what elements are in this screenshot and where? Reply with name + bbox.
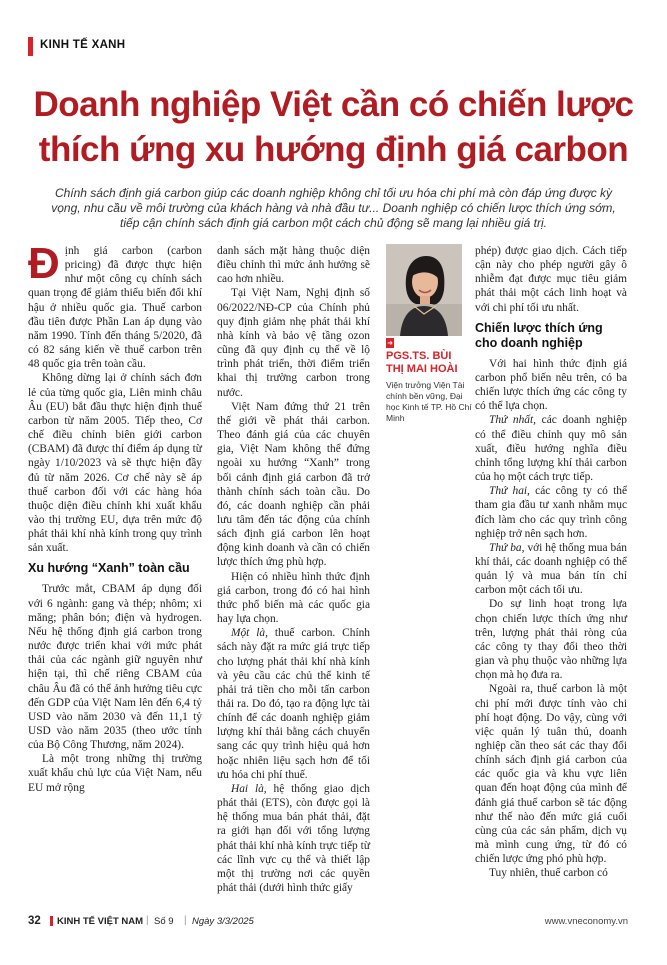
article-column-3: [475, 244, 627, 881]
section-label-text: KINH TẾ XANH: [40, 39, 126, 51]
subheading: Chiến lược thích ứng cho doanh nghiệp: [475, 320, 603, 350]
paragraph: Do sự linh hoạt trong lựa chọn chiến lược thích ứng như trên, lượng phát thải ròng của các công ty thay đổi theo thời gian và phụ thuộc vào những lựa chọn mà họ đưa ra.: [475, 598, 627, 682]
paragraph: danh sách mặt hàng thuộc diện điều chỉnh thì mức ảnh hưởng sẽ cao hơn nhiều.: [217, 245, 370, 286]
lead-paragraph: Chính sách định giá carbon giúp các doanh nghiệp không chỉ tối ưu hóa chi phí mà còn đáp ứng được kỳ vọng, nhu cầu về môi trường của khách hàng và nhà đầu tư... Doanh nghiệp có chiến lược thích ứng sớm, tiếp cận chính sách định giá carbon một cách chủ động sẽ mang lại nhiều giá trị.: [51, 186, 616, 230]
headline: [0, 82, 667, 172]
website-link[interactable]: www.vneconomy.vn: [544, 916, 628, 927]
paragraph: phép) được giao dịch. Cách tiếp cận này cho phép người gây ô nhiễm đạt được mục tiêu giảm phát thải một cách linh hoạt và với chi phí tối ưu nhất.: [475, 245, 627, 314]
paragraph-text: với hệ thống mua bán khí thải, các doanh nghiệp có thể quản lý và mua bán tín chỉ carbon một cách tối ưu.: [475, 541, 627, 597]
article-column-2-top: [217, 244, 370, 895]
article-column-1: [28, 239, 202, 795]
paragraph: Tại Việt Nam, Nghị định số 06/2022/NĐ-CP của Chính phủ quy định giảm nhẹ phát thải khí nhà kính và bảo vệ tầng ozon cũng đã quy định cụ thể về lộ trình phát triển, thời điểm triển khai thị trường carbon trong nước.: [217, 287, 370, 399]
paragraph: Ngoài ra, thuế carbon là một chi phí mới được tính vào chi phí hoạt động. Do vậy, cùng với việc quản lý tuân thủ, doanh nghiệp cần theo sát các thay đổi chính sách định giá carbon của các quốc gia và khu vực liên quan đến hoạt động của mình để đánh giá thuế carbon sẽ tác động như thế nào đến mức giá cuối cùng của các sản phẩm, dịch vụ mà mình cung ứng, từ đó có chiến lược ứng phó phù hợp.: [475, 683, 627, 866]
red-bar-icon: [50, 916, 53, 926]
paragraph: Trước mắt, CBAM áp dụng đối với 6 ngành: gang và thép; nhôm; xi măng; phân bón; điện và hydrogen. Nếu hệ thống định giá carbon trong nước được triển khai với mức phát thải của các ngành giữ nguyên như hiện tại, thì chế riêng CBAM của châu Âu đã có thể ảnh hưởng tiêu cực đến GDP của Việt Nam lên đến 6,4 tỷ USD vào năm 2030 và đến 11,1 tỷ USD vào năm 2035 (theo ước tính của Bộ Công Thương, năm 2024).: [28, 583, 202, 752]
paragraph: Với hai hình thức định giá carbon phổ biến nêu trên, có ba chiến lược thích ứng các công ty có thể lựa chọn.: [475, 357, 627, 413]
separator: |: [184, 915, 187, 926]
issue-date: Ngày 3/3/2025: [192, 916, 254, 927]
page-number: 32: [28, 915, 41, 927]
headline-line-1: Doanh nghiệp Việt cần có chiến lược: [33, 85, 634, 124]
paragraph-text: ịnh giá carbon (carbon pricing) đã được thực hiện như một công cụ chính sách quan trọng để giảm thiểu biến đổi khí hậu ở nhiều quốc gia. Thuế carbon đầu tiên được Phần Lan áp dụng vào năm 1990. Tính đến tháng 5/2020, đã có 82 sáng kiến về thuế carbon trên 48 quốc gia trên toàn cầu.: [28, 245, 202, 371]
paragraph: [217, 626, 370, 782]
paragraph: Việt Nam đứng thứ 21 trên thế giới về phát thải carbon. Theo đánh giá của các chuyên gia, Việt Nam không thể đứng ngoài xu hướng “Xanh” trong bối cảnh định giá carbon đã trở thành chính sách toàn cầu. Do đó, các doanh nghiệp cần phải lưu tâm đến tác động của chính sách định giá carbon lên hoạt động kinh doanh và cần có chiến lược thích ứng phù hợp.: [217, 400, 370, 569]
paragraph-text: các doanh nghiệp có thể điều chỉnh quy mô sản xuất, điều hướng nghĩa điều chỉnh tổng lượng khí thải carbon của họ một cách trực tiếp.: [475, 414, 627, 484]
author-photo: [386, 244, 462, 336]
paragraph: [217, 782, 370, 895]
paragraph: Tuy nhiên, thuế carbon có: [489, 867, 608, 880]
page-footer: [28, 914, 628, 930]
separator: |: [146, 915, 149, 926]
paragraph: Là một trong những thị trường xuất khẩu chủ lực của Việt Nam, nếu EU mở rộng: [28, 753, 202, 794]
emphasis: Thứ hai,: [489, 485, 530, 498]
paragraph: Không dừng lại ở chính sách đơn lẻ của từng quốc gia, Liên minh châu Âu (EU) bắt đầu thực hiện định thuế carbon từ năm 2005. Tiếp theo, Cơ chế điều chỉnh biên giới carbon (CBAM) đã được thí điểm áp dụng từ ngày 1/10/2023 và sẽ thực hiện đầy đủ từ năm 2026. Cơ chế này sẽ áp thuế carbon đối với các hàng hóa thuộc diện điều chỉnh khi xuất khẩu vào thị trường EU, dựa trên mức độ phát thải khí nhà kính trong quy trình sản xuất.: [28, 372, 202, 555]
paragraph-text: thuế carbon. Chính sách này đặt ra mức giá trực tiếp cho lượng phát thải khí nhà kính và yêu cầu các chủ thể kinh tế phải trả tiền cho mỗi tấn carbon thải ra. Do đó, tạo ra động lực tài chính để các doanh nghiệp giảm lượng khí thải bằng cách chuyển sang các quy trình hiệu quả hơn hoặc nhiên liệu sạch hơn để tối ưu hóa chi phí thuế.: [217, 627, 370, 781]
author-role: Viện trưởng Viện Tài chính bền vững, Đại học Kinh tế TP. Hồ Chí Minh: [386, 380, 472, 423]
magazine-name: KINH TẾ VIỆT NAM: [57, 916, 144, 927]
headline-line-2: thích ứng xu hướng định giá carbon: [38, 130, 629, 169]
paragraph-text: các công ty có thể tham gia đầu tư xanh nhằm mục đích làm cho các quy trình công nghiệp trở nên sạch hơn.: [475, 485, 627, 540]
paragraph: [475, 541, 627, 598]
emphasis: Hai là,: [231, 782, 267, 795]
red-bar-icon: [28, 37, 33, 56]
author-name: PGS.TS. BÙI THỊ MAI HOÀI: [386, 350, 458, 375]
issue-number: Số 9: [154, 916, 174, 927]
paragraph: [28, 239, 202, 371]
arrow-glyph-icon: ➜: [387, 339, 393, 347]
paragraph: [475, 484, 627, 541]
drop-cap: Đ: [28, 239, 60, 288]
emphasis: Thứ ba,: [489, 541, 525, 554]
paragraph-text: hệ thống giao dịch phát thải (ETS), còn được gọi là hệ thống mua bán phát thải, đặt ra giới hạn đối với tổng lượng phát thải khí nhà kính trực tiếp từ các lĩnh vực cụ thể và thiết lập một thị trường nơi các quyền phát thải (dưới hình thức giấy: [217, 782, 370, 895]
emphasis: Một là,: [231, 627, 268, 640]
subheading: Xu hướng “Xanh” toàn cầu: [28, 561, 190, 576]
paragraph: [475, 413, 627, 484]
emphasis: Thứ nhất,: [489, 414, 536, 427]
section-label: [28, 37, 188, 57]
paragraph: Hiện có nhiều hình thức định giá carbon, trong đó có hai hình thức phổ biến mà các quốc gia hay lựa chọn.: [217, 570, 370, 626]
